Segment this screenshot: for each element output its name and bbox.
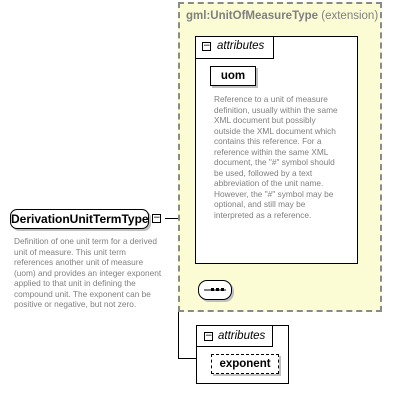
attributes-header-divider-exponent-vertical xyxy=(272,325,273,347)
sequence-icon xyxy=(198,280,232,300)
connector-trunk-to-attrs2 xyxy=(178,358,196,359)
element-derivation-unit-term-type[interactable]: DerivationUnitTermType xyxy=(10,209,149,229)
collapse-main-element-icon[interactable]: − xyxy=(153,213,161,223)
attribute-exponent[interactable]: exponent xyxy=(211,354,279,374)
extension-suffix: (extension) xyxy=(318,10,379,22)
attributes-header-exponent: attributes xyxy=(218,330,266,342)
attributes-header-divider-exponent xyxy=(196,346,272,347)
connector-main-to-trunk xyxy=(165,218,178,219)
collapse-attributes-exponent-icon[interactable]: − xyxy=(205,331,213,341)
extension-title xyxy=(186,10,378,22)
attribute-uom-documentation: Reference to a unit of measure definition, usually within the same XML document but possibly outside the XML document which contains this reference. For a reference within the same XML document, the "#" symbol should be used, followed by a text abbreviation of the unit name. However, the "#" symbol may be optional, and still may be interpreted as a reference. xyxy=(214,94,338,220)
main-element-documentation: Definition of one unit term for a derived unit of measure. This unit term references another unit of measure (uom) and provides an integer exponent applied to that unit in defining the compound unit. The exponent can be positive or negative, but not zero. xyxy=(14,236,162,309)
attributes-header-divider-uom xyxy=(195,58,273,59)
attributes-header-divider-uom-vertical xyxy=(273,36,274,59)
collapse-attributes-uom-icon[interactable]: − xyxy=(203,41,211,51)
attribute-uom[interactable]: uom xyxy=(210,66,256,86)
sequence-compositor[interactable] xyxy=(198,280,232,300)
extension-type-name: gml:UnitOfMeasureType xyxy=(186,10,319,22)
attributes-header-uom: attributes xyxy=(217,40,265,52)
